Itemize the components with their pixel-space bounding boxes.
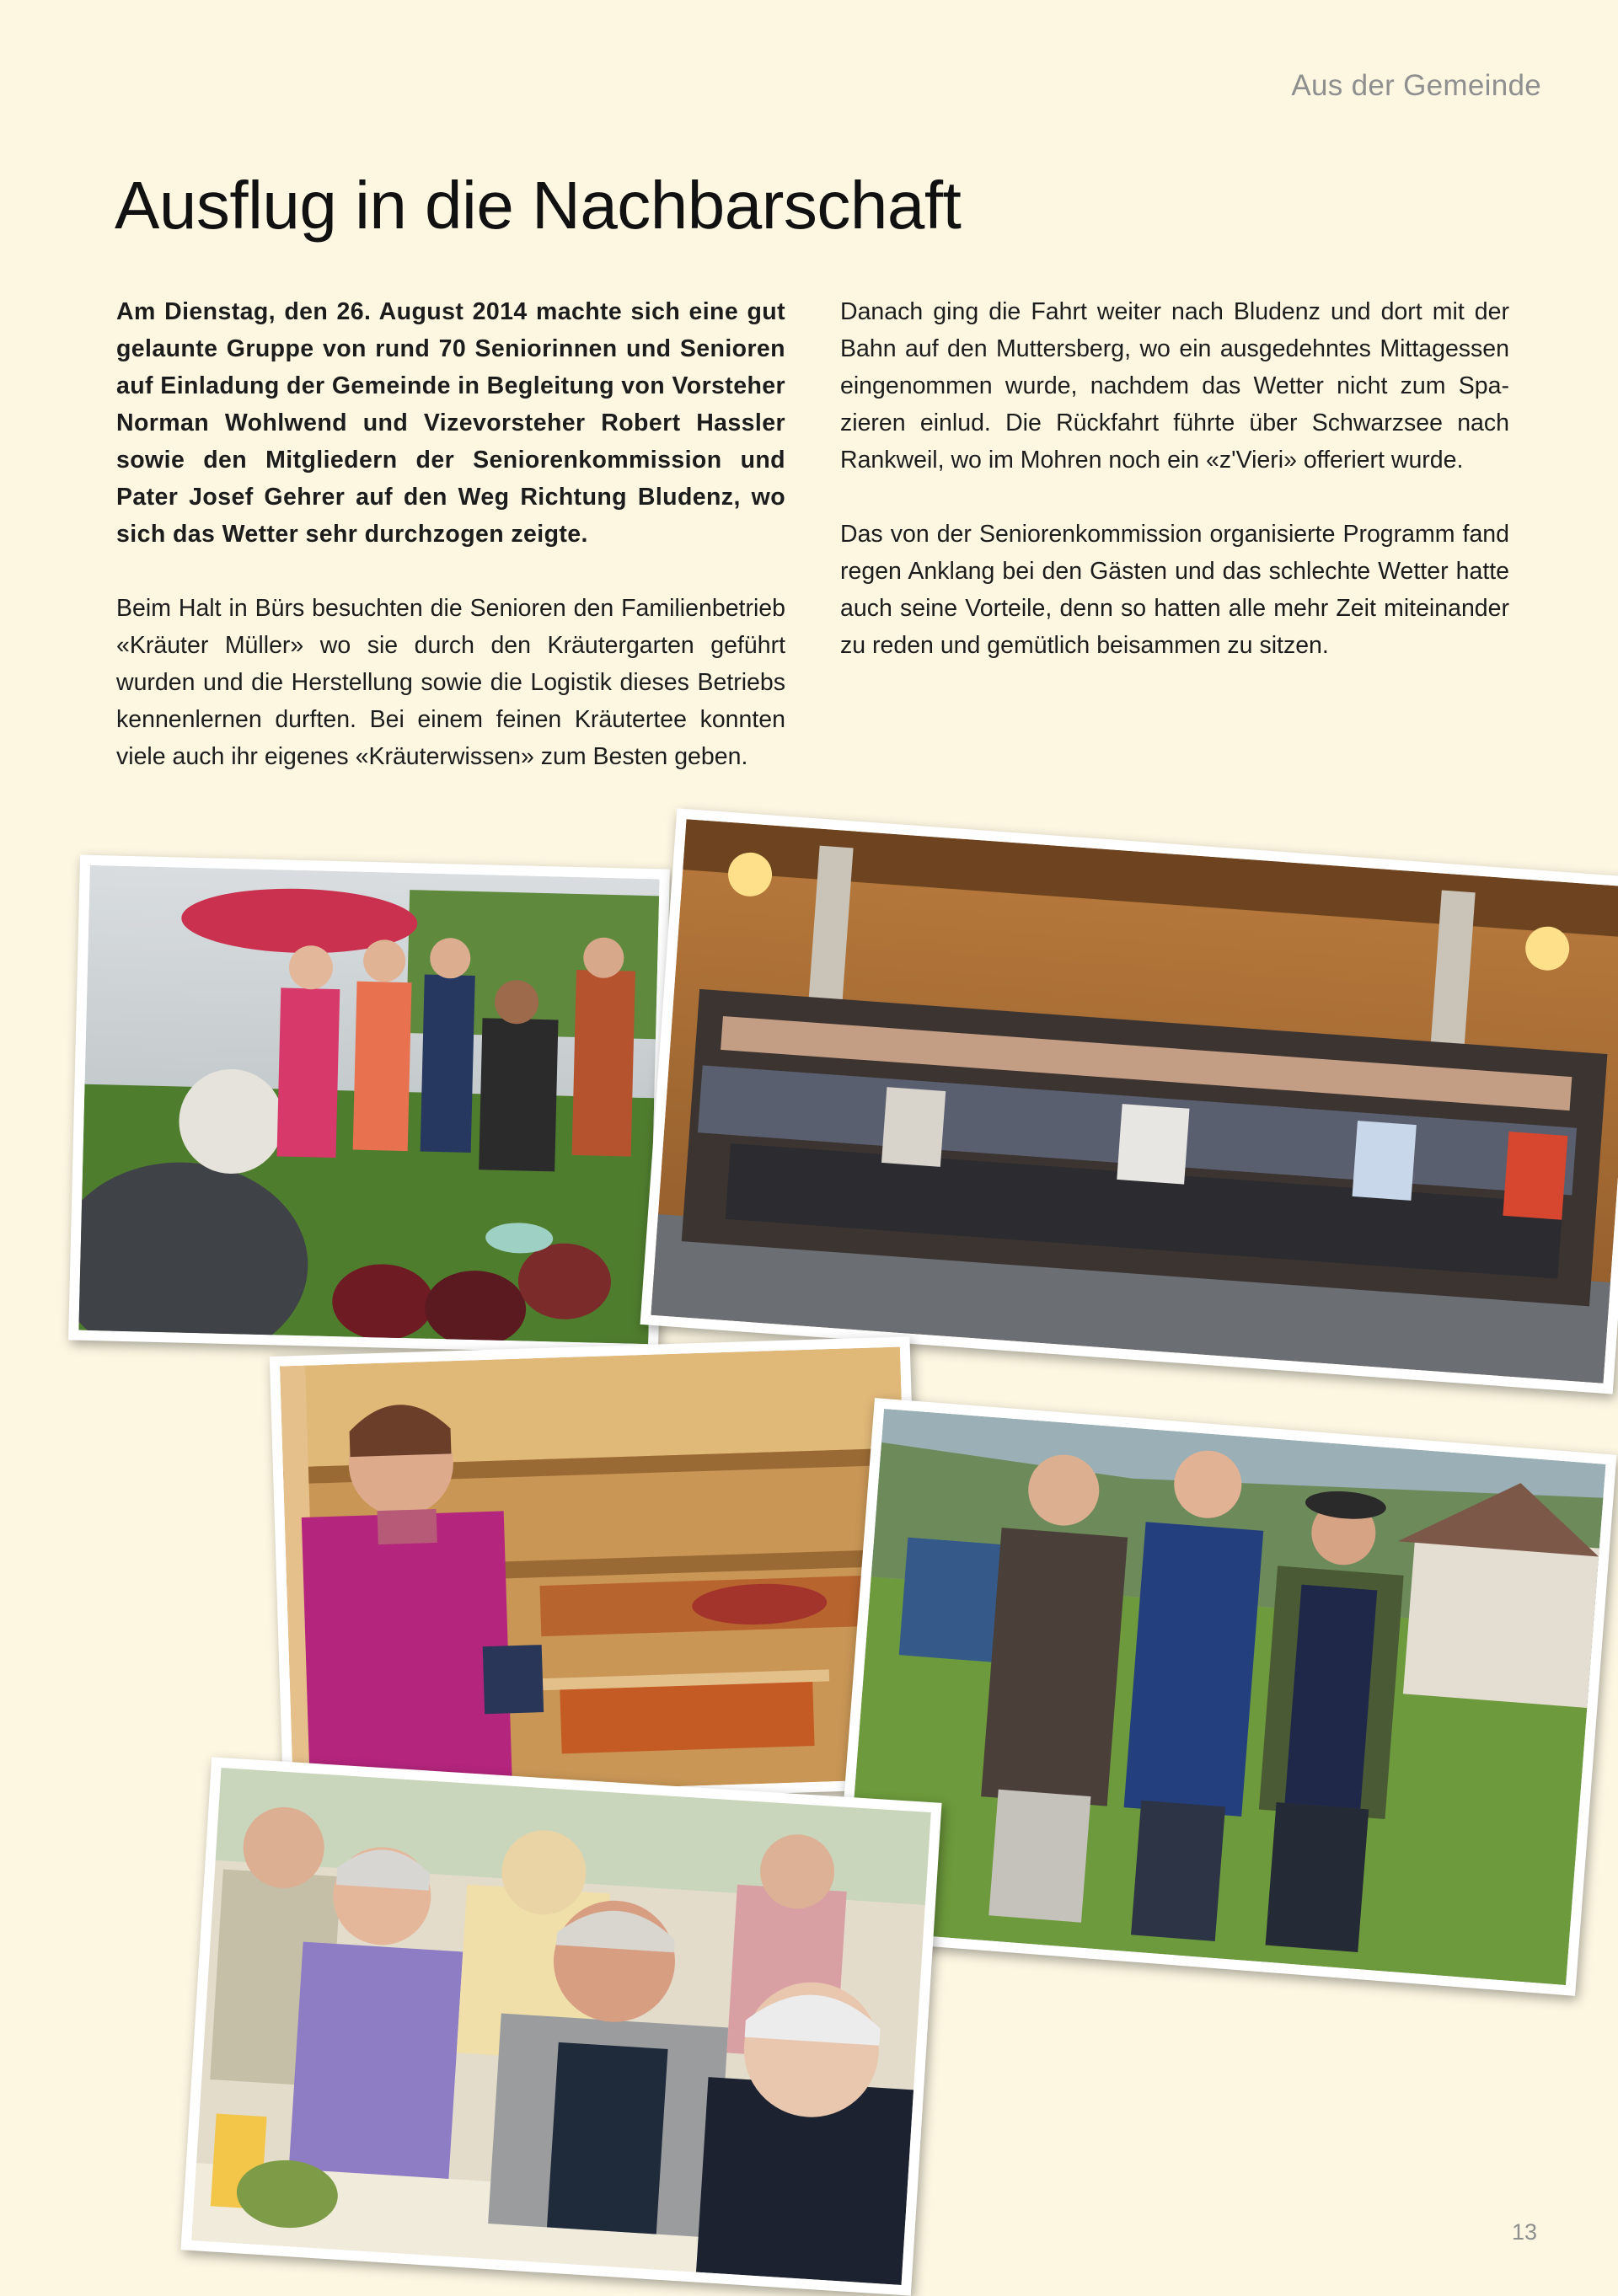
photo-herb-garden-image (78, 865, 659, 1344)
photo-group-hall (640, 808, 1618, 1394)
photo-three-men-garden-image (844, 1409, 1605, 1985)
article-lead: Am Dienstag, den 26. August 2014 machte sich eine gut gelaunte Gruppe von rund 70 Seniorinnen und Senioren auf Einladung der Gemeinde in Begleitung von Vorsteher Norman Wohlwend und Vizevorsteher Robert Hassler sowie den Mitgliedern der Seniorenkommission und Pater Josef Gehrer auf den Weg Richtung Bludenz, wo sich das Wetter sehr durchzogen zeigte. (116, 298, 785, 548)
article-column-right (840, 293, 1509, 664)
photo-drying-room-image (280, 1347, 913, 1799)
article-paragraph: Danach ging die Fahrt weiter nach Bludenz und dort mit der Bahn auf den Muttersberg, wo ein ausgedehntes Mittagessen eingenommen wurde, nachdem das Wetter nicht zum Spazieren einlud. Die Rückfahrt führte über Schwarzsee nach Rankweil, wo im Mohren noch ein «z'Vieri» offeriert wurde. (840, 298, 1509, 474)
page-number: 13 (1511, 2219, 1537, 2245)
article-paragraph: Beim Halt in Bürs besuchten die Senioren den Familienbetrieb «Kräuter Müller» wo sie durch den Kräutergarten geführt wurden und die Herstellung sowie die Logistik dieses Betriebs kennenlernen durften. Bei einem feinen Kräutertee konnten viele auch ihr eigenes «Kräuterwissen» zum Besten geben. (116, 595, 785, 770)
photo-drying-room (270, 1336, 924, 1809)
photo-lunch-table (180, 1757, 941, 2295)
article-paragraph: Das von der Seniorenkommission organisierte Programm fand regen Anklang bei den Gästen und das schlechte Wetter hatte auch seine Vorteile, denn so hatten alle mehr Zeit miteinander zu reden und gemütlich beisammen zu sitzen. (840, 521, 1509, 659)
article-title: Ausflug in die Nachbarschaft (115, 168, 962, 243)
photo-lunch-table-image (191, 1768, 931, 2285)
photo-group-hall-image (651, 819, 1618, 1383)
photo-herb-garden (68, 855, 670, 1355)
photo-three-men-garden (833, 1398, 1617, 1996)
section-label: Aus der Gemeinde (1291, 69, 1541, 102)
article-column-left (116, 293, 785, 775)
